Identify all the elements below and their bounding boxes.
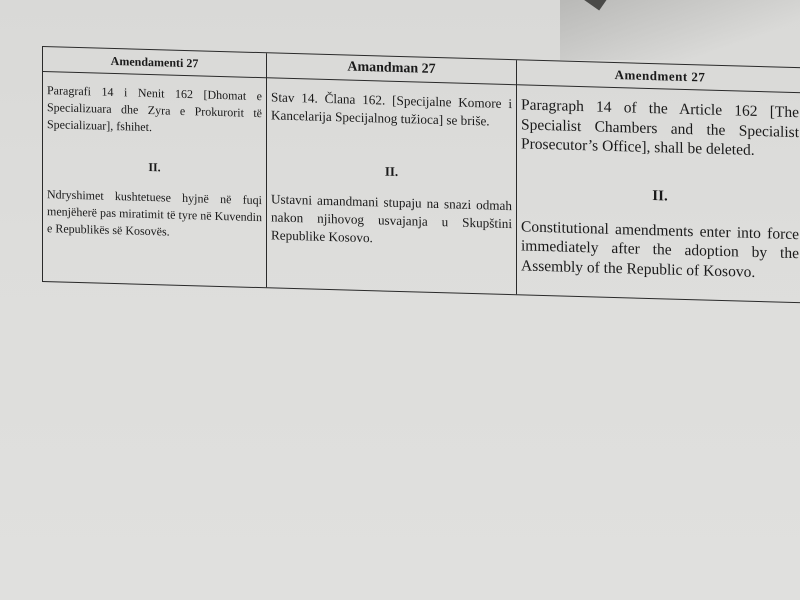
paragraph-english-2: Constitutional amendments enter into force immediately after the adoption by the Assembly of the Republic of Kosovo. [521, 217, 799, 281]
paragraph-english-1: Paragraph 14 of the Article 162 [The Specialist Chambers and the Specialist Prosecutor’s Office], shall be deleted. [521, 96, 799, 159]
paragraph-serbian-2: Ustavni amandmani stupaju na snazi odmah nakon njihovog usvajanja u Skupštini Republike Kosovo. [271, 191, 512, 246]
column-english [517, 60, 800, 302]
section-mark-albanian: II. [148, 159, 161, 175]
paragraph-albanian-2: Ndryshimet kushtetuese hyjnë në fuqi menjëherë pas miratimit të tyre në Kuvendin e Republikës së Kosovës. [47, 187, 262, 239]
amendment-table [42, 46, 800, 303]
paragraph-serbian-1: Stav 14. Člana 162. [Specijalne Komore i Kancelarija Specijalnog tužioca] se briše. [271, 89, 512, 129]
page-corner-shadow [560, 0, 800, 60]
column-albanian [43, 47, 267, 287]
paragraph-albanian-1: Paragrafi 14 i Nenit 162 [Dhomat e Specializuara dhe Zyra e Prokurorit të Specializuar], fshihet. [47, 83, 262, 135]
column-heading-albanian: Amendamenti 27 [43, 47, 266, 78]
section-mark-serbian: II. [384, 163, 399, 179]
column-serbian [267, 53, 517, 294]
column-heading-serbian: Amandman 27 [267, 53, 516, 85]
column-heading-english: Amendment 27 [517, 60, 800, 93]
section-mark-english: II. [652, 187, 668, 204]
